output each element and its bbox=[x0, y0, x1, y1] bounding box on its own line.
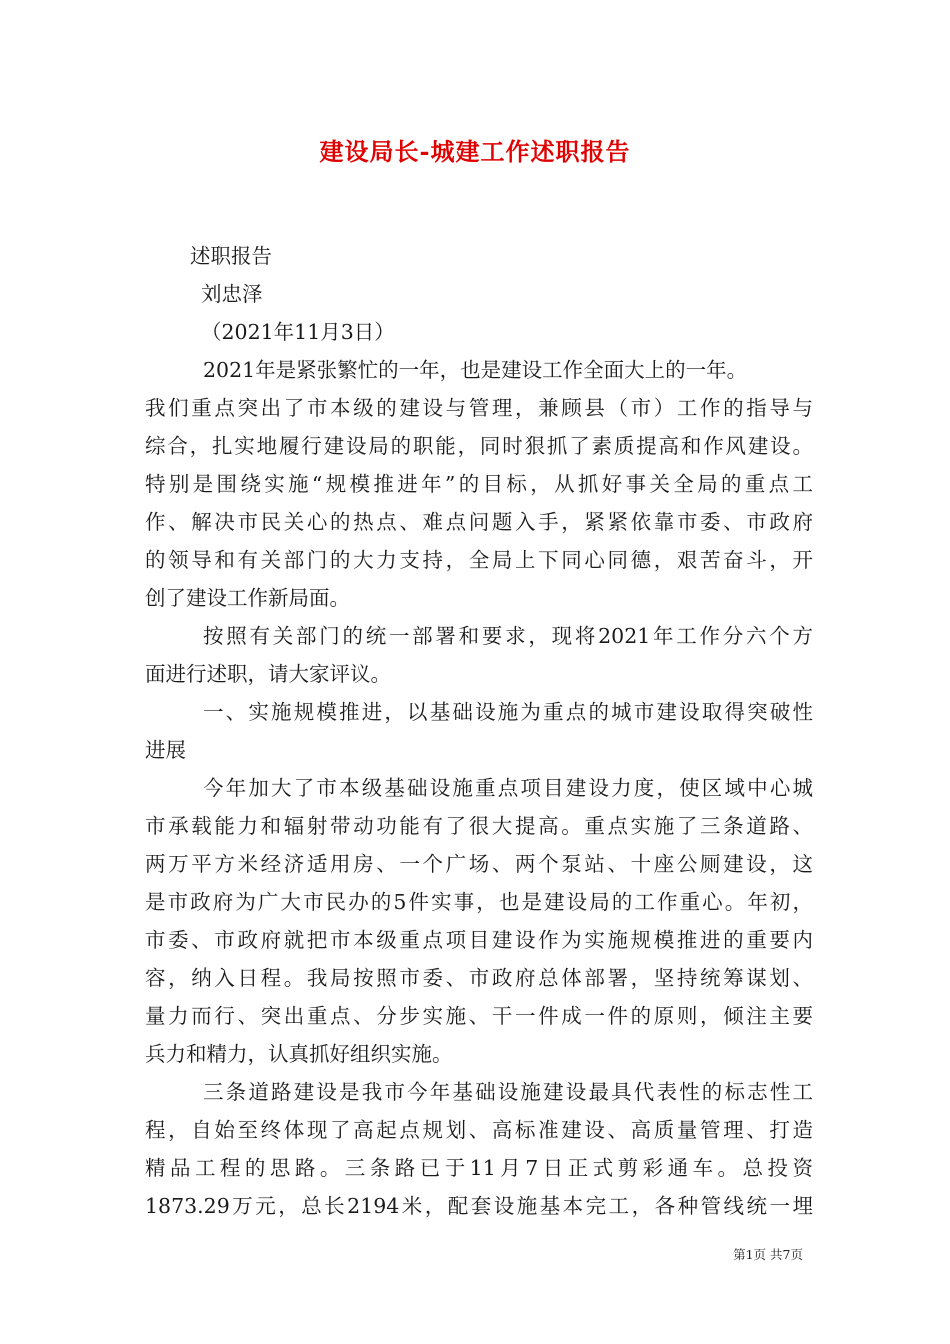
body-line: 1873.29万元，总长2194米，配套设施基本完工，各种管线统一埋 bbox=[145, 1194, 813, 1218]
body-line: 量力而行、突出重点、分步实施、干一件成一件的原则，倾注主要 bbox=[145, 1004, 813, 1028]
page-number: 第1页 共7页 bbox=[733, 1247, 803, 1262]
body-line: 面进行述职，请大家评议。 bbox=[145, 662, 391, 686]
body-line: 作、解决市民关心的热点、难点问题入手，紧紧依靠市委、市政府 bbox=[145, 510, 813, 534]
body-line: 三条道路建设是我市今年基础设施建设最具代表性的标志性工 bbox=[203, 1080, 813, 1104]
document-body bbox=[145, 237, 813, 1225]
body-line: 的领导和有关部门的大力支持，全局上下同心同德，艰苦奋斗，开 bbox=[145, 548, 813, 572]
body-line: 兵力和精力，认真抓好组织实施。 bbox=[145, 1042, 453, 1066]
body-line: 特别是围绕实施“规模推进年”的目标，从抓好事关全局的重点工 bbox=[145, 472, 813, 496]
body-line: 市承载能力和辐射带动功能有了很大提高。重点实施了三条道路、 bbox=[145, 814, 813, 838]
report-heading: 述职报告 bbox=[190, 244, 272, 268]
body-line: 两万平方米经济适用房、一个广场、两个泵站、十座公厕建设，这 bbox=[145, 852, 813, 876]
body-line: 市委、市政府就把市本级重点项目建设作为实施规模推进的重要内 bbox=[145, 928, 813, 952]
report-date: （2021年11月3日） bbox=[201, 320, 395, 344]
body-line: 是市政府为广大市民办的5件实事，也是建设局的工作重心。年初， bbox=[145, 890, 813, 914]
body-line: 2021年是紧张繁忙的一年，也是建设工作全面大上的一年。 bbox=[203, 358, 748, 382]
section-heading: 进展 bbox=[145, 738, 186, 762]
body-line: 按照有关部门的统一部署和要求，现将2021年工作分六个方 bbox=[203, 624, 813, 648]
body-line: 综合，扎实地履行建设局的职能，同时狠抓了素质提高和作风建设。 bbox=[145, 434, 813, 458]
body-line: 我们重点突出了市本级的建设与管理，兼顾县（市）工作的指导与 bbox=[145, 396, 813, 420]
section-heading: 一、实施规模推进，以基础设施为重点的城市建设取得突破性 bbox=[203, 700, 813, 724]
body-line: 创了建设工作新局面。 bbox=[145, 586, 350, 610]
body-line: 容，纳入日程。我局按照市委、市政府总体部署，坚持统筹谋划、 bbox=[145, 966, 813, 990]
body-line: 精品工程的思路。三条路已于11月7日正式剪彩通车。总投资 bbox=[145, 1156, 813, 1180]
body-line: 今年加大了市本级基础设施重点项目建设力度，使区域中心城 bbox=[203, 776, 813, 800]
document-title: 建设局长-城建工作述职报告 bbox=[319, 137, 631, 166]
body-line: 程，自始至终体现了高起点规划、高标准建设、高质量管理、打造 bbox=[145, 1118, 813, 1142]
author-name: 刘忠泽 bbox=[201, 282, 263, 306]
